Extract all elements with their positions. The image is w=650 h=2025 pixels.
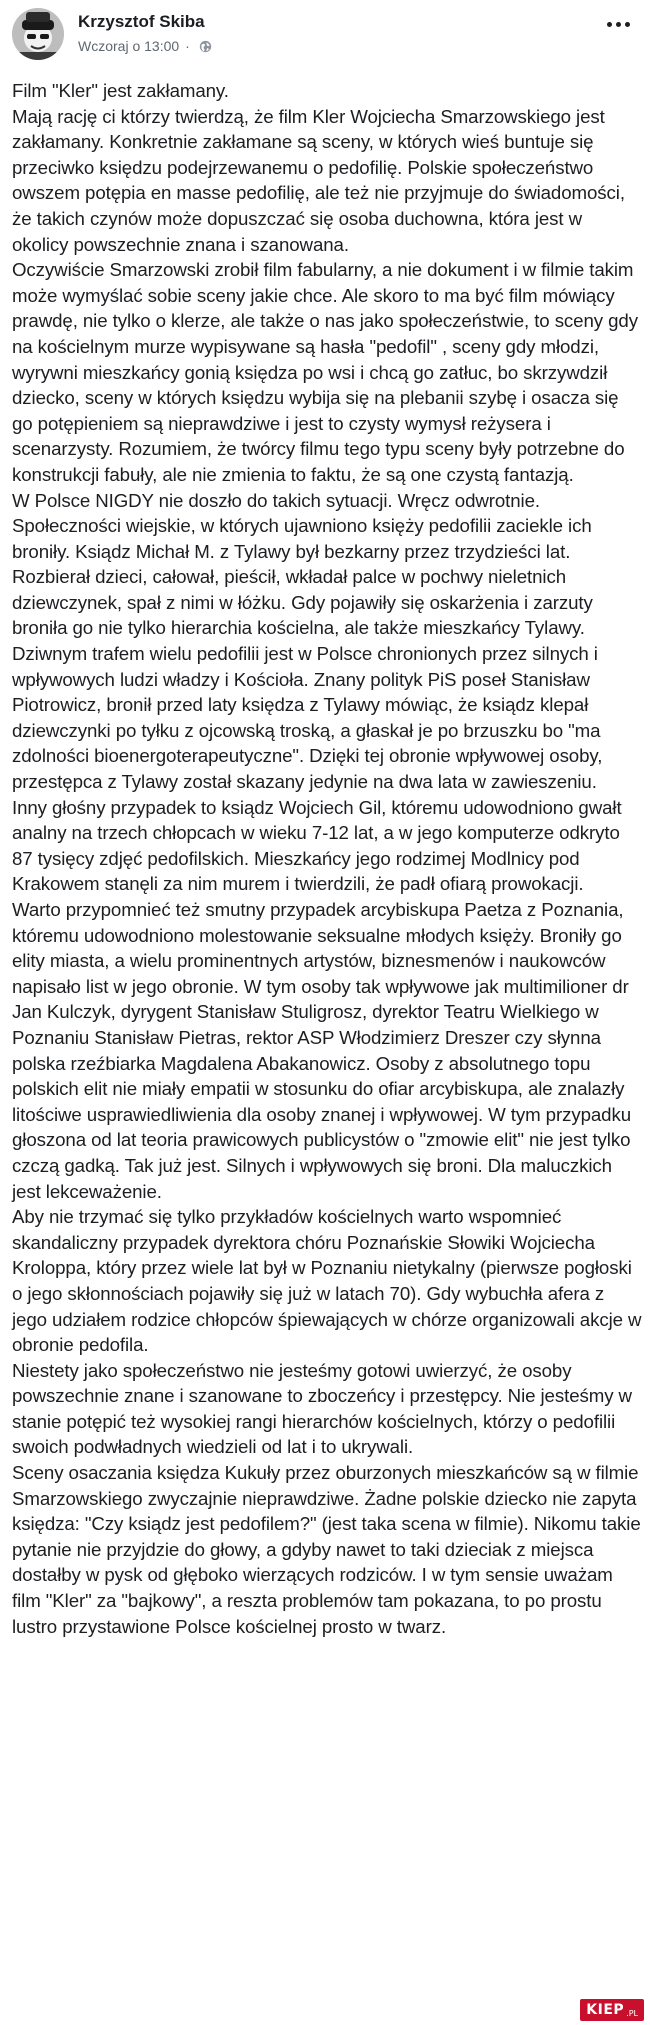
author-name[interactable]: Krzysztof Skiba <box>78 12 205 31</box>
post-paragraph: Inny głośny przypadek to ksiądz Wojciech Gil, któremu udowodniono gwałt analny na trzech chłopcach w wieku 7-12 lat, a w jego komputerze odkryto 87 tysięcy zdjęć pedofilskich. Mieszkańcy jego rodzimej Modlnicy pod Krakowem stanęli za nim murem i twierdzili, że padł ofiarą prowokacji. <box>12 796 622 895</box>
post-paragraph: W Polsce NIGDY nie doszło do takich sytuacji. Wręcz odwrotnie. Społeczności wiejskie, w których ujawniono księży pedofilii zaciekle ich broniły. Ksiądz Michał M. z Tylawy był bezkarny przez trzydzieści lat. Rozbierał dzieci, całował, pieścił, wkładał palce w pochwy nieletnich dziewczynek, spał z nimi w łóżku. Gdy pojawiły się oskarżenia i zarzuty broniła go nie tylko hierarchia kościelna, ale także mieszkańcy Tylawy. Dziwnym trafem wielu pedofilii jest w Polsce chronionych przez silnych i wpływowych ludzi władzy i Kościoła. Znany polityk PiS poseł Stanisław Piotrowicz, bronił przed laty księdza z Tylawy mówiąc, że ksiądz klepał dziewczynki po tyłku z ojcowską troską, a głaskał je po brzuszku bo "ma zdolności bioenergoterapeutyczne". Dzięki tej obronie wpływowej osoby, przestępca z Tylawy został skazany jedynie na dwa lata w zawieszeniu. <box>12 489 603 793</box>
post-paragraph: Aby nie trzymać się tylko przykładów kościelnych warto wspomnieć skandaliczny przypadek dyrektora chóru Poznańskie Słowiki Wojciecha Kroloppa, który przez wiele lat był w Poznaniu nietykalny (pierwsze pogłoski o jego skłonnościach pojawiły się już w latach 70). Gdy wybuchła afera z jego udziałem rodzice chłopców śpiewających w chórze organizowali akcje w obronie pedofila. <box>12 1206 642 1356</box>
more-options-button[interactable] <box>602 12 634 36</box>
watermark-text: KIEP <box>586 2002 625 2018</box>
post-paragraph: Film "Kler" jest zakłamany. <box>12 80 229 101</box>
post-text <box>12 78 642 1639</box>
post-paragraph: Mają rację ci którzy twierdzą, że film Kler Wojciecha Smarzowskiego jest zakłamany. Konkretnie zakłamane są sceny, w których wieś buntuje się przeciwko księdzu podejrzewanemu o pedofilię. Polskie społeczeństwo owszem potępia en masse pedofilię, ale też nie przyjmuje do świadomości, że takich czynów może dopuszczać się osoba duchowna, która jest w okolicy powszechnie znana i szanowana. <box>12 105 625 255</box>
more-horizontal-icon <box>607 22 630 27</box>
avatar[interactable] <box>12 8 64 60</box>
post-paragraph: Oczywiście Smarzowski zrobił film fabularny, a nie dokument i w filmie takim może wymyślać sobie sceny jakie chce. Ale skoro to ma być film mówiący prawdę, nie tylko o klerze, ale także o nas jako społeczeństwie, to sceny gdy na kościelnym murze wypisywane są hasła "pedofil" , sceny gdy młodzi, wyrywni mieszkańcy gonią księdza po wsi i chcą go zatłuc, bo skrzywdził dziecko, sceny w których księdzu wybija się na plebanii szybę i osacza się go potępieniem są nieprawdziwe i jest to czysty wymysł reżysera i scenarzysty. Rozumiem, że twórcy filmu tego typu sceny były potrzebne do konstrukcji fabuły, ale nie zmienia to faktu, że są one czystą fantazją. <box>12 259 638 485</box>
post-meta <box>78 38 212 54</box>
post-timestamp[interactable]: Wczoraj o 13:00 <box>78 38 180 54</box>
meta-separator: · <box>185 38 190 54</box>
globe-icon[interactable] <box>199 40 212 53</box>
watermark-suffix: .PL <box>626 2008 638 2018</box>
avatar-image <box>12 8 64 60</box>
post-paragraph: Sceny osaczania księdza Kukuły przez oburzonych mieszkańców są w filmie Smarzowskiego zwyczajnie nieprawdziwe. Żadne polskie dziecko nie zapyta księdza: "Czy ksiądz jest pedofilem?" (jest taka scena w filmie). Nikomu takie pytanie nie przyjdzie do głowy, a gdyby nawet to taki dzieciak z miejsca dostałby w pysk od głęboko wierzących rodziców. I w tym sensie uważam film "Kler" za "bajkowy", a reszta problemów tam pokazana, to po prostu lustro przystawione Polsce kościelnej prosto w twarz. <box>12 1462 641 1637</box>
post-header <box>12 8 638 62</box>
post-paragraph: Niestety jako społeczeństwo nie jesteśmy gotowi uwierzyć, że osoby powszechnie znane i szanowane to zboczeńcy i przestępcy. Nie jesteśmy w stanie potępić też wysokiej rangi hierarchów kościelnych, którzy o pedofilii swoich podwładnych wiedzieli od lat i to ukrywali. <box>12 1359 632 1458</box>
post-paragraph: Warto przypomnieć też smutny przypadek arcybiskupa Paetza z Poznania, któremu udowodniono molestowanie seksualne młodych księży. Broniły go elity miasta, a wielu prominentnych artystów, biznesmenów i naukowców napisało list w jego obronie. W tym osoby tak wpływowe jak multimilioner dr Jan Kulczyk, dyrygent Stanisław Stuligrosz, dyrektor Teatru Wielkiego w Poznaniu Stanisław Pietras, rektor ASP Włodzimierz Dreszer czy słynna polska rzeźbiarka Magdalena Abakanowicz. Osoby z absolutnego topu polskich elit nie miały empatii w stosunku do ofiar arcybiskupa, ale znalazły litościwe usprawiedliwienia dla osoby znanej i wpływowej. W tym przypadku głoszona od lat teoria prawicowych publicystów o "zmowie elit" nie jest tylko czczą gadką. Tak już jest. Silnych i wpływowych się broni. Dla maluczkich jest lekceważenie. <box>12 899 631 1202</box>
site-watermark <box>580 1999 644 2021</box>
